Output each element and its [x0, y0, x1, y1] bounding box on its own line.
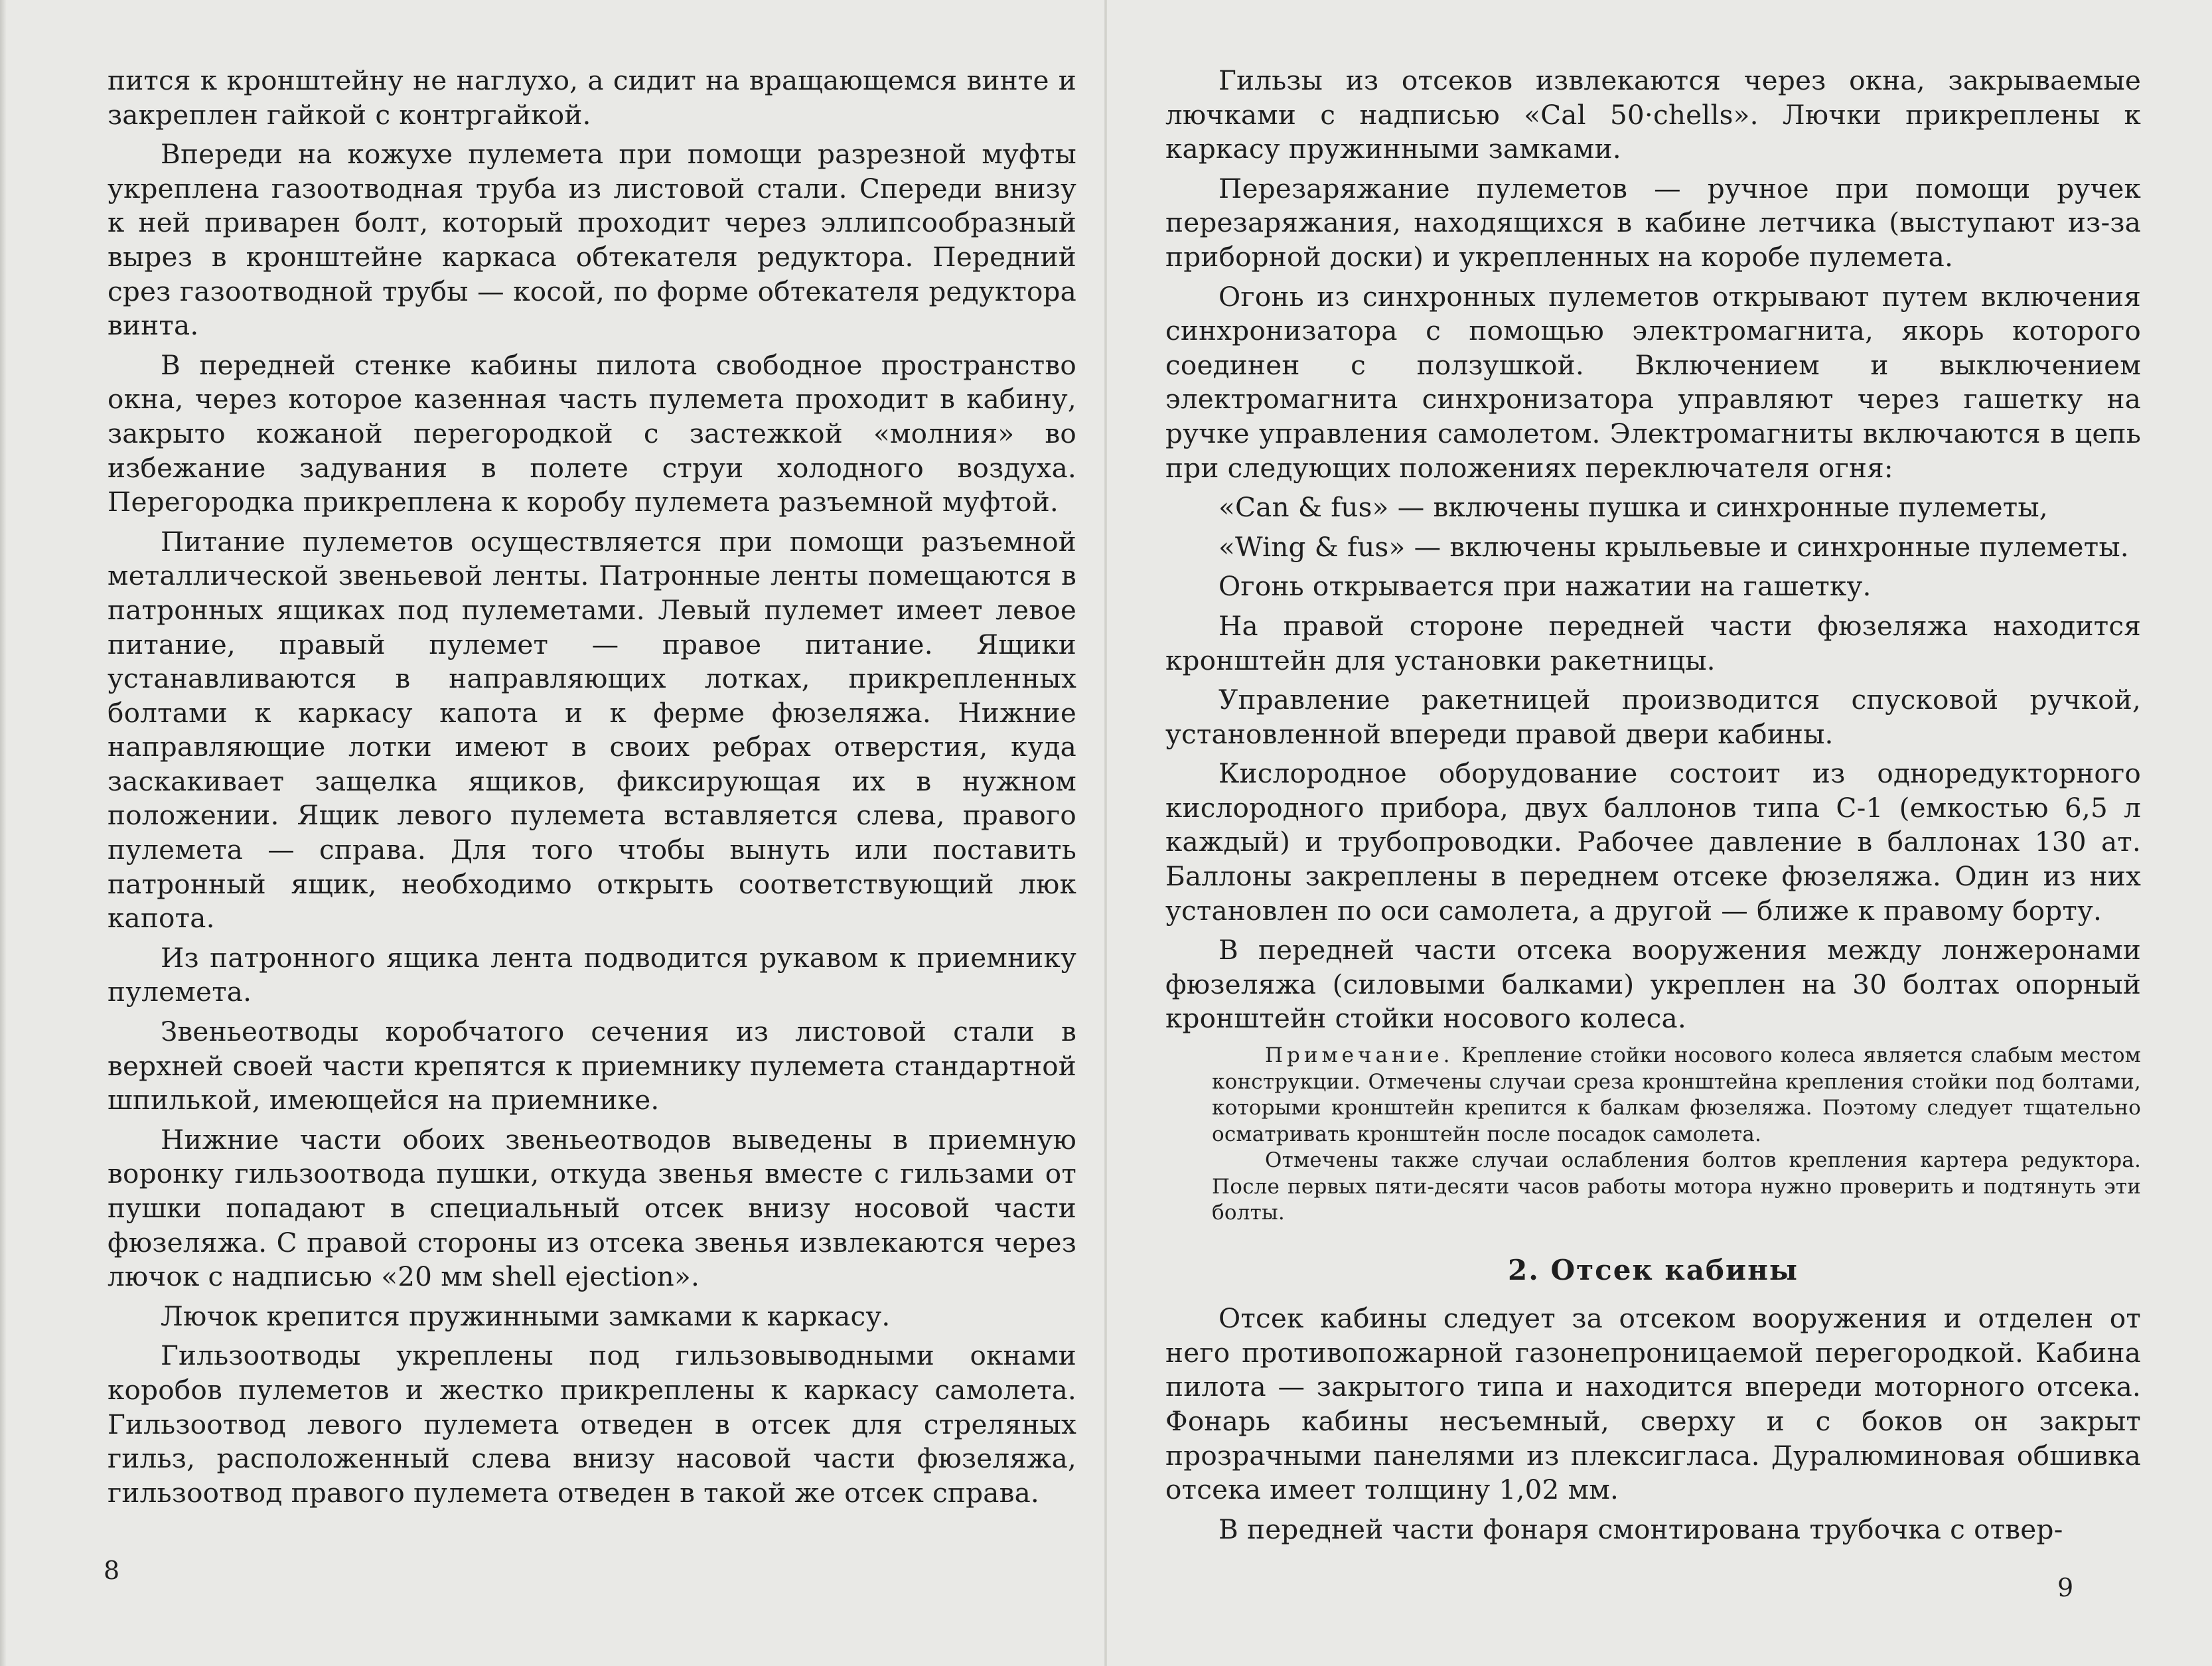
paragraph: В передней стенке кабины пилота свободное пространство окна, через которое казенная часть пулемета проходит в кабину, закрыто кожаной перегородкой с застежкой «молния» во избежание задувания в полете струи холодного воздуха. Перегородка прикреплена к коробу пулемета разъемной муфтой. — [108, 348, 1076, 518]
paragraph: пится к кронштейну не наглухо, а сидит на вращающемся винте и закреплен гайкой с контргайкой. — [108, 64, 1076, 131]
paragraph: Управление ракетницей производится спусковой ручкой, установленной впереди правой двери кабины. — [1165, 684, 2141, 750]
note-text: Крепление стойки носового колеса является слабым местом конструкции. Отмечены случаи среза кронштейна крепления стойки под болтами, которыми кронштейн крепится к балкам фюзеляжа. Поэтому следует тщательно осматривать кронштейн после посадок самолета. — [1212, 1043, 2141, 1146]
paragraph: Питание пулеметов осуществляется при помощи разъемной металлической звеньевой ленты. Патронные ленты помещаются в патронных ящиках под пулеметами. Левый пулемет имеет левое питание, правый пулемет — правое питание. Ящики устанавливаются в направляющих лотках, прикрепленных болтами к каркасу капота и к ферме фюзеляжа. Нижние направляющие лотки имеют в своих ребрах отверстия, куда заскакивает защелка ящиков, фиксирующая их в нужном положении. Ящик левого пулемета вставляется слева, правого пулемета — справа. Для того чтобы вынуть или поставить патронный ящик, необходимо открыть соответствующий люк капота. — [108, 525, 1076, 935]
page-number-right: 9 — [2057, 1573, 2074, 1602]
paragraph: В передней части отсека вооружения между лонжеронами фюзеляжа (силовыми балками) укреплен на 30 болтах опорный кронштейн стойки носового колеса. — [1165, 934, 2141, 1035]
paragraph: «Wing & fus» — включены крыльевые и синхронные пулеметы. — [1218, 530, 2129, 563]
right-text-column — [1165, 64, 2141, 1552]
paragraph: Огонь из синхронных пулеметов открывают путем включения синхронизатора с помощью электромагнита, якорь которого соединен с ползушкой. Включением и выключением электромагнита синхронизатора управляют через гашетку на ручке управления самолетом. Электромагниты включаются в цепь при следующих положениях переключателя огня: — [1165, 280, 2141, 484]
paragraph: Отсек кабины следует за отсеком вооружения и отделен от него противопожарной газонепроницаемой перегородкой. Кабина пилота — закрытого типа и находится впереди моторного отсека. Фонарь кабины несъемный, сверху и с боков он закрыт прозрачными панелями из плексигласа. Дуралюминовая обшивка отсека имеет толщину 1,02 мм. — [1165, 1302, 2141, 1506]
section-heading: 2. Отсек кабины — [1508, 1253, 1799, 1286]
paragraph: Впереди на кожухе пулемета при помощи разрезной муфты укреплена газоотводная труба из листовой стали. Спереди внизу к ней приварен болт, который проходит через эллипсообразный вырез в кронштейне каркаса обтекателя редуктора. Передний срез газоотводной трубы — косой, по форме обтекателя редуктора винта. — [108, 138, 1076, 342]
paragraph: Лючок крепится пружинными замками к каркасу. — [161, 1300, 891, 1332]
paragraph: Перезаряжание пулеметов — ручное при помощи ручек перезаряжания, находящихся в кабине летчика (выступают из-за приборной доски) и укрепленных на коробе пулемета. — [1165, 172, 2141, 273]
note-label: Примечание. — [1265, 1043, 1454, 1068]
paragraph: «Can & fus» — включены пушка и синхронные пулеметы, — [1218, 491, 2048, 524]
paragraph: Гильзы из отсеков извлекаются через окна, закрываемые лючками с надписью «Cal 50·chells». Лючки прикреплены к каркасу пружинными замками. — [1165, 64, 2141, 165]
paragraph: Из патронного ящика лента подводится рукавом к приемнику пулемета. — [108, 941, 1076, 1008]
paragraph: Нижние части обоих звеньеотводов выведены в приемную воронку гильзоотвода пушки, откуда звенья вместе с гильзами от пушки попадают в специальный отсек внизу носовой части фюзеляжа. С правой стороны из отсека звенья извлекаются через лючок с надписью «20 мм shell ejection». — [108, 1123, 1076, 1293]
paragraph: Звеньеотводы коробчатого сечения из листовой стали в верхней своей части крепятся к приемнику пулемета стандартной шпилькой, имеющейся на приемнике. — [108, 1016, 1076, 1116]
note-paragraph: Отмечены также случаи ослабления болтов крепления картера редуктора. После первых пяти-десяти часов работы мотора нужно проверить и подтянуть эти болты. — [1212, 1148, 2141, 1225]
paragraph: Огонь открывается при нажатии на гашетку. — [1218, 570, 1872, 603]
note-paragraph — [1212, 1043, 2141, 1148]
left-text-column — [108, 64, 1076, 1515]
paragraph: В передней части фонаря смонтирована трубочка с отвер- — [1218, 1513, 2063, 1545]
page-number-left: 8 — [104, 1556, 120, 1585]
paragraph: На правой стороне передней части фюзеляжа находится кронштейн для установки ракетницы. — [1165, 609, 2141, 676]
paragraph: Гильзоотводы укреплены под гильзовыводными окнами коробов пулеметов и жестко прикреплены к каркасу самолета. Гильзоотвод левого пулемета отведен в отсек для стреляных гильз, расположенный слева внизу насовой части фюзеляжа, гильзоотвод правого пулемета отведен в такой же отсек справа. — [108, 1339, 1076, 1509]
right-page — [1106, 0, 2212, 1666]
footnote-block — [1212, 1043, 2141, 1227]
paragraph: Кислородное оборудование состоит из одноредукторного кислородного прибора, двух баллонов типа С-1 (емкостью 6,5 л каждый) и трубопроводки. Рабочее давление в баллонах 130 ат. Баллоны закреплены в переднем отсеке фюзеляжа. Один из них установлен по оси самолета, а другой — ближе к правому борту. — [1165, 757, 2141, 927]
